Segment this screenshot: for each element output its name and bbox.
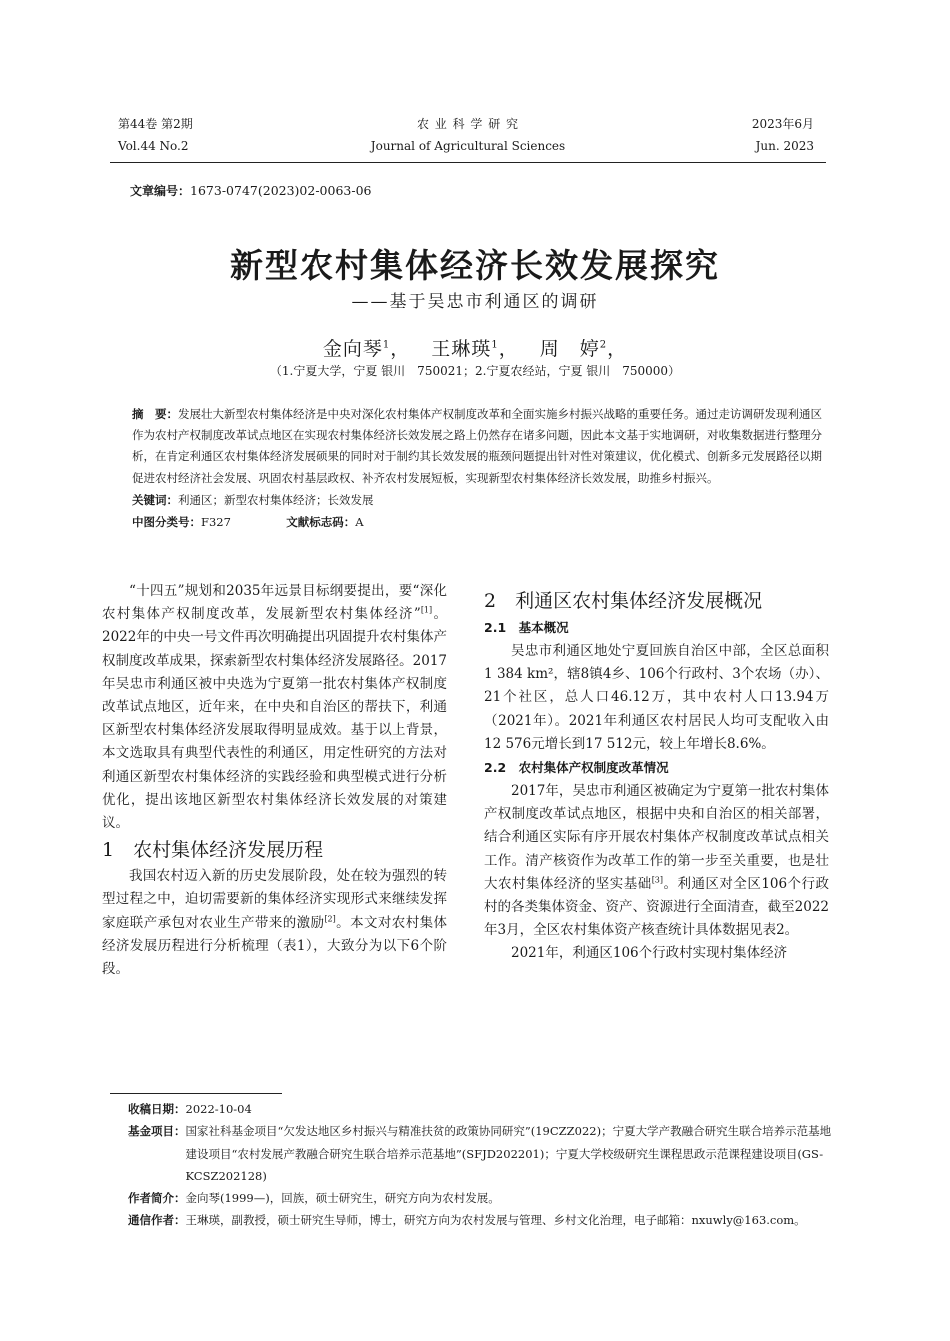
header-volume: 第44卷 第2期 Vol.44 No.2 bbox=[118, 117, 193, 153]
authors: 金向琴$^1$， 王琳瑛$^1$， 周 婷$^2$， bbox=[322, 338, 628, 360]
abstract: 摘 要：发展壮大新型农村集体经济是中央对深化农村集体产权制度改革和全面实施乡村振兴战略的重要任务。通过走访调研发现利通区作为农村产权制度改革试点地区在实现农村集体经济长效发展之路上仍然存在诸多问题，因此本文基于实地调研，对收集数据进行整理分析，在肯定利通区农村集体经济发展硕果的同时对于制约其长效发展的瓶颈问题提出针对性对策建议，优化模式、创新多元发展路径以期促进农村经济社会发展、巩固农村基层政权、补齐农村发展短板，实现新型农村集体经济长效发展，助推乡村振兴。 关键词：利通区；新型农村集体经济；长效发展 中图分类号：F327 文献标志码：A bbox=[132, 404, 822, 533]
paragraph: 吴忠市利通区地处宁夏回族自治区中部，全区总面积1 384 km²，辖8镇4乡、106个行政村、3个农场（办）、21个社区，总人口46.12万，其中农村人口13.94万（2021年）。2021年利通区农村居民人均可支配收入由12 576元增长到17 512元，较上年增长8.6%。 bbox=[484, 643, 829, 752]
footnote-rule bbox=[110, 1093, 282, 1094]
article-number: 文章编号：1673-0747(2023)02-0063-06 bbox=[130, 183, 372, 198]
abstract-text: 发展壮大新型农村集体经济是中央对深化农村集体产权制度改革和全面实施乡村振兴战略的重要任务。通过走访调研发现利通区作为农村产权制度改革试点地区在实现农村集体经济长效发展之路上仍然存在诸多问题，因此本文基于实地调研，对收集数据进行整理分析，在肯定利通区农村集体经济发展硕果的同时对于制约其长效发展的瓶颈问题提出针对性对策建议，优化模式、创新多元发展路径以期促进农村经济社会发展、巩固农村基层政权、补齐农村发展短板，实现新型农村集体经济长效发展，助推乡村振兴。 bbox=[132, 407, 822, 485]
citation: [1] bbox=[420, 605, 433, 615]
section-heading: 1 农村集体经济发展历程 bbox=[102, 839, 324, 862]
header-date: 2023年6月 Jun. 2023 bbox=[751, 117, 814, 153]
citation: [2] bbox=[324, 914, 336, 924]
right-column bbox=[484, 586, 829, 966]
author-name: 王琳瑛 bbox=[431, 338, 492, 360]
author-name: 周 婷 bbox=[539, 338, 600, 360]
header-journal: 农 业 科 学 研 究 Journal of Agricultural Sciences bbox=[370, 117, 566, 153]
page-title: 新型农村集体经济长效发展探究 bbox=[230, 246, 720, 285]
classification: 中图分类号：F327 文献标志码：A bbox=[132, 514, 364, 529]
paragraph: 2017年，吴忠市利通区被确定为宁夏第一批农村集体产权制度改革试点地区，根据中央和自治区的相关部署，结合利通区实际有序开展农村集体产权制度改革试点相关工作。清产核资作为改革工作的第一步至关重要，也是壮大农村集体经济的坚实基础[3]。利通区对全区106个行政村的各类集体资金、资产、资源进行全面清查，截至2022年3月，全区农村集体资产核查统计具体数据见表2。 bbox=[484, 783, 829, 939]
footnote-received: 收稿日期： 2022-10-04 bbox=[128, 1102, 252, 1116]
footnotes bbox=[128, 1098, 838, 1232]
footnote-author-bio: 作者简介： 金向琴(1999—)，回族，硕士研究生，研究方向为农村发展。 bbox=[128, 1191, 500, 1206]
author-name: 金向琴 bbox=[322, 338, 383, 360]
subsection-heading: 2.2 农村集体产权制度改革情况 bbox=[484, 760, 669, 776]
footnote-funding: 基金项目： 国家社科基金项目“欠发达地区乡村振兴与精准扶贫的政策协同研究”(19CZZ022)；宁夏大学产教融合研究生联合培养示范基地建设项目“农村发展产教融合研究生联合培养示范基地”(SFJD202201)；宁夏大学校级研究生课程思政示范课程建设项目(GS-KCSZ202128) bbox=[128, 1124, 832, 1183]
section-heading: 2 利通区农村集体经济发展概况 bbox=[484, 590, 763, 612]
paragraph: 我国农村迈入新的历史发展阶段，处在较为强烈的转型过程之中，迫切需要新的集体经济实现形式来继续发挥家庭联产承包对农业生产带来的激励[2]。本文对农村集体经济发展历程进行分析梳理（表1），大致分为以下6个阶段。 bbox=[102, 868, 447, 978]
header-rule bbox=[110, 162, 826, 163]
page-subtitle: ——基于吴忠市利通区的调研 bbox=[351, 292, 599, 312]
footnote-corresponding: 通信作者： 王琳瑛，副教授，硕士研究生导师，博士，研究方向为农村发展与管理、乡村文化治理，电子邮箱：nxuwly@163.com。 bbox=[128, 1213, 806, 1228]
paragraph: 2021年，利通区106个行政村实现村集体经济 bbox=[511, 945, 788, 962]
affiliation: （1.宁夏大学，宁夏 银川 750021；2.宁夏农经站，宁夏 银川 750000） bbox=[269, 364, 681, 378]
paragraph: “十四五”规划和2035年远景目标纲要提出，要“深化农村集体产权制度改革，发展新型农村集体经济”[1]。2022年的中央一号文件再次明确提出巩固提升农村集体产权制度改革成果，探索新型农村集体经济发展路径。2017年吴忠市利通区被中央选为宁夏第一批农村集体产权制度改革试点地区，近年来，在中央和自治区的帮扶下，利通区新型农村集体经济发展取得明显成效。基于以上背景，本文选取具有典型代表性的利通区，用定性研究的方法对利通区新型农村集体经济的实践经验和典型模式进行分析优化，提出该地区新型农村集体经济长效发展的对策建议。 bbox=[102, 583, 448, 832]
left-column bbox=[102, 580, 447, 981]
keywords: 关键词：利通区；新型农村集体经济；长效发展 bbox=[132, 492, 374, 507]
subsection-heading: 2.1 基本概况 bbox=[484, 620, 569, 635]
citation: [3] bbox=[651, 875, 664, 885]
